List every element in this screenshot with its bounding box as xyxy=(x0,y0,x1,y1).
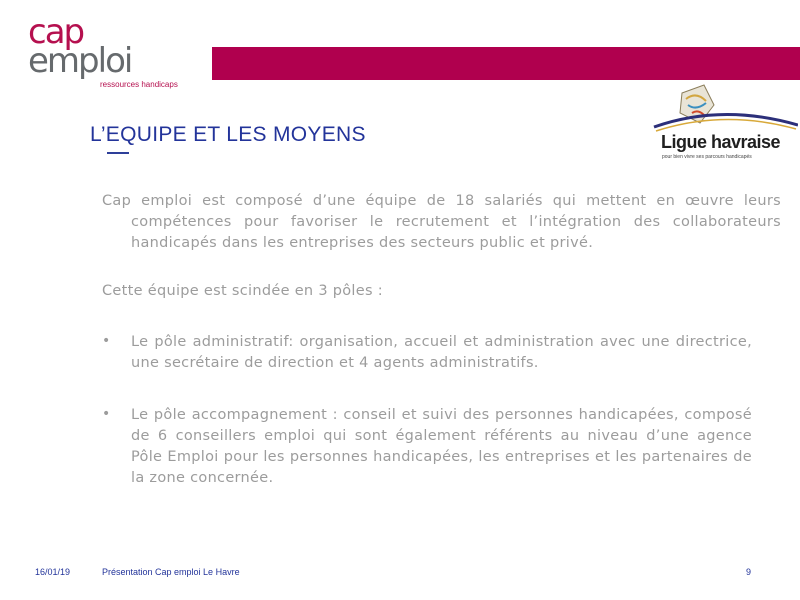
ligue-tagline: pour bien vivre ses parcours handicapés xyxy=(662,154,752,160)
logo-emploi-text: emploi xyxy=(28,41,132,81)
footer-date: 16/01/19 xyxy=(35,567,71,577)
intro-paragraph: Cap emploi est composé d’une équipe de 18 salariés qui mettent en œuvre leurs compétences pour favoriser le recrutement et l’intégration des collaborateurs handicapés dans les entreprises des secteurs public et privé. xyxy=(102,193,781,251)
bullet-accompagnement: Le pôle accompagnement : conseil et suivi des personnes handicapées, composé de 6 conseillers emploi qui sont également référents au niveau d’une agence Pôle Emploi pour les personnes handicapées, les entreprises et les partenaires de la zone concernée. xyxy=(131,407,752,486)
bullet-marker: • xyxy=(102,333,111,349)
logo-cap-text: cap xyxy=(28,12,84,52)
header-accent-bar xyxy=(212,47,800,80)
logo-subtitle: ressources handicaps xyxy=(100,80,178,89)
poles-intro: Cette équipe est scindée en 3 pôles : xyxy=(102,283,383,299)
page-number: 9 xyxy=(746,567,752,577)
slide-title: L’EQUIPE ET LES MOYENS xyxy=(90,123,366,146)
bullet-marker: • xyxy=(102,406,111,422)
footer-presentation: Présentation Cap emploi Le Havre xyxy=(102,567,240,577)
bullet-administratif: Le pôle administratif: organisation, accueil et administration avec une directrice, une secrétaire de direction et 4 agents administratifs. xyxy=(131,334,752,371)
title-underline xyxy=(107,152,129,154)
ligue-name: Ligue havraise xyxy=(661,132,781,152)
